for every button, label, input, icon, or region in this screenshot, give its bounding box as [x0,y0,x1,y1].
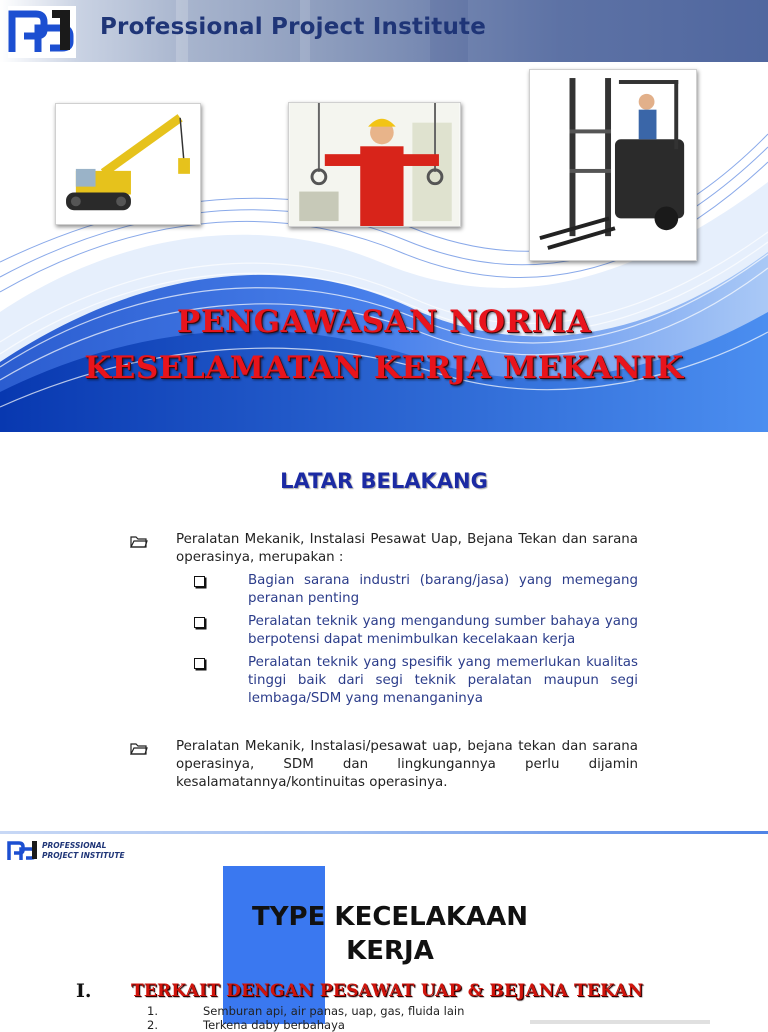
slide-title: LATAR BELAKANG [280,469,488,493]
slide-title-line1: TYPE KECELAKAAN [251,902,529,932]
folder-bullet-icon [130,535,148,549]
list-item-text: Semburan api, air panas, uap, gas, fluida lain [203,1004,465,1018]
crane-icon [56,104,200,224]
top-rule [0,831,768,834]
list-item-number: 2. [147,1018,158,1032]
sub-item-1-text: Bagian sarana industri (barang/jasa) yang memegang peranan penting [248,573,638,606]
section-title: TERKAIT DENGAN PESAWAT UAP & BEJANA TEKAN [131,981,644,1001]
bullet-2-text: Peralatan Mekanik, Instalasi/pesawat uap, bejana tekan dan sarana operasinya, SDM dan lingkungannya perlu dijamin kesalamatannya/kontinuitas operasinya. [176,739,638,790]
bullet-1 [176,531,638,567]
checkbox-bullet-icon [194,658,205,669]
forklift-icon [530,70,696,260]
slide-title-line2: KERJA [346,936,434,966]
background-slide [0,432,768,828]
sub-item-3 [248,654,638,708]
image-edge [530,1020,710,1024]
sub-item-2-text: Peralatan teknik yang mengandung sumber bahaya yang berpotensi dapat menimbulkan kecelakaan kerja [248,614,638,647]
ppi-logo-icon [8,6,76,58]
institute-name: Professional Project Institute [100,14,487,40]
checkbox-bullet-icon [194,617,205,628]
logo-text-line1: PROFESSIONAL [42,841,107,850]
sub-item-1 [248,572,638,608]
sub-item-3-text: Peralatan teknik yang spesifik yang memerlukan kualitas tinggi baik dari segi teknik peralatan maupun segi lembaga/SDM yang menanganinya [248,655,638,706]
ppi-small-logo-icon [7,840,39,862]
section-number: I. [76,980,92,1002]
title-slide [0,0,768,432]
accident-type-slide [0,828,768,1032]
logo-text-line2: PROJECT INSTITUTE [42,850,125,860]
checkbox-bullet-icon [194,576,205,587]
main-title-line2: KESELAMATAN KERJA MEKANIK [84,350,684,386]
list-item-number: 1. [147,1004,158,1018]
bullet-2 [176,738,638,792]
bullet-1-text: Peralatan Mekanik, Instalasi Pesawat Uap, Bejana Tekan dan sarana operasinya, merupakan : [176,532,638,565]
forklift-photo [529,69,697,261]
worker-photo [288,102,461,227]
main-title-line1: PENGAWASAN NORMA [176,304,592,340]
folder-bullet-icon [130,742,148,756]
logo-text [42,841,125,860]
crane-photo [55,103,201,225]
list-item-text: Terkena daby berbahaya [203,1018,345,1032]
worker-icon [289,103,460,226]
slide-title [225,900,555,968]
sub-item-2 [248,613,638,649]
